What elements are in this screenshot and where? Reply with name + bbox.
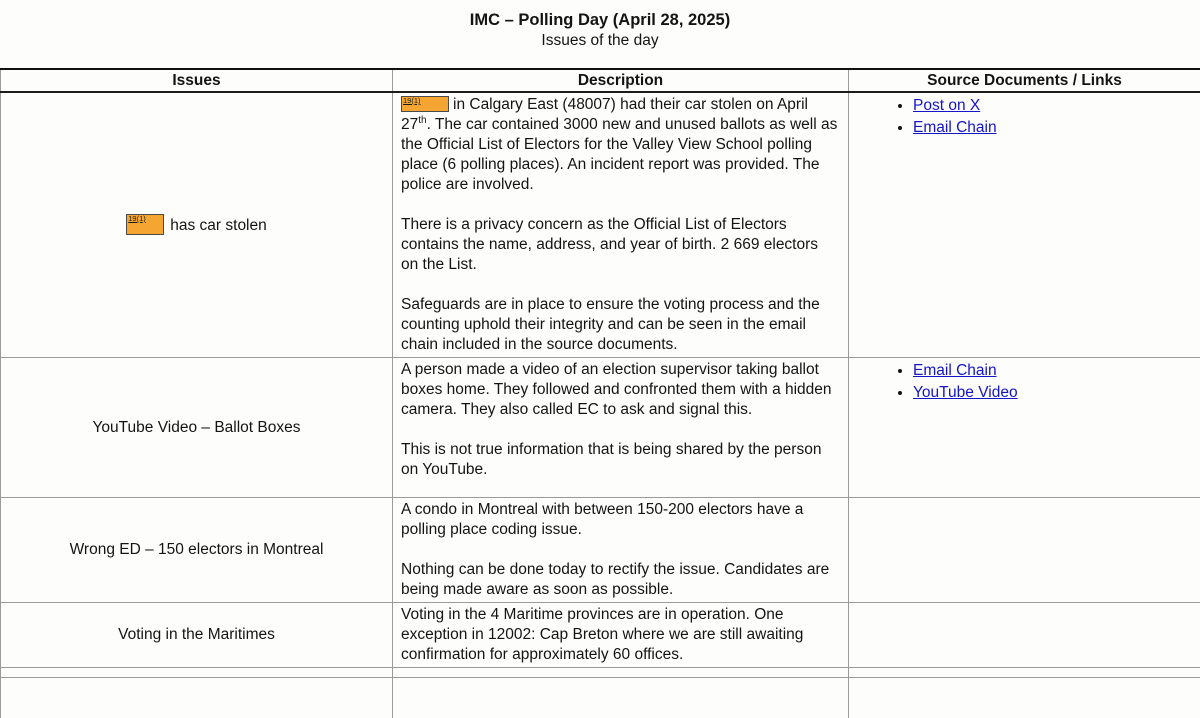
issue-cell — [1, 358, 393, 498]
description-paragraph: A condo in Montreal with between 150-200 electors have a polling place coding issue. — [401, 500, 839, 540]
description-paragraph: This is not true information that is being shared by the person on YouTube. — [401, 440, 839, 480]
description-cell — [393, 603, 849, 668]
list-item — [913, 96, 1191, 116]
table-row — [1, 358, 1200, 498]
column-header-issues: Issues — [1, 69, 393, 92]
table-row — [1, 498, 1200, 603]
redaction-box — [401, 96, 449, 112]
issue-label: YouTube Video – Ballot Boxes — [93, 419, 301, 436]
issue-cell — [1, 498, 393, 603]
source-links-list — [857, 361, 1191, 403]
description-paragraph: Voting in the 4 Maritime provinces are in operation. One exception in 12002: Cap Breton where we are still awaiting confirmation for approximately 60 offices. — [401, 605, 839, 665]
description-cell — [393, 92, 849, 358]
document-header — [0, 0, 1200, 51]
sources-cell — [849, 603, 1200, 668]
page-subtitle: Issues of the day — [0, 31, 1200, 51]
sources-cell — [849, 358, 1200, 498]
sources-cell — [849, 678, 1200, 718]
column-header-sources: Source Documents / Links — [849, 69, 1200, 92]
sources-cell — [849, 92, 1200, 358]
redaction-box — [126, 214, 164, 235]
description-paragraph — [401, 95, 839, 195]
link-email-chain[interactable]: Email Chain — [913, 119, 997, 136]
issue-cell — [1, 678, 393, 718]
column-header-description: Description — [393, 69, 849, 92]
list-item — [913, 361, 1191, 381]
date-ordinal-sup: th — [418, 115, 426, 126]
description-cell — [393, 668, 849, 678]
description-text: . The car contained 3000 new and unused ballots as well as the Official List of Electors for the Valley View School polling place (6 polling places). An incident report was provided. The police are involved. — [401, 116, 837, 193]
table-row — [1, 603, 1200, 668]
description-paragraph: Nothing can be done today to rectify the issue. Candidates are being made aware as soon as possible. — [401, 560, 839, 600]
list-item — [913, 383, 1191, 403]
issue-cell — [1, 668, 393, 678]
description-cell — [393, 358, 849, 498]
link-post-on-x[interactable]: Post on X — [913, 97, 980, 114]
table-row — [1, 678, 1200, 718]
table-header-row — [1, 69, 1200, 92]
list-item — [913, 118, 1191, 138]
issue-label: has car stolen — [170, 217, 267, 234]
issue-cell — [1, 603, 393, 668]
description-cell — [393, 678, 849, 718]
issue-label: Wrong ED – 150 electors in Montreal — [70, 541, 324, 558]
redaction-label: 19(1) — [403, 96, 421, 105]
table-row — [1, 668, 1200, 678]
sources-cell — [849, 498, 1200, 603]
description-paragraph: There is a privacy concern as the Official List of Electors contains the name, address, and year of birth. 2 669 electors on the List. — [401, 215, 839, 275]
source-links-list — [857, 96, 1191, 138]
page-title: IMC – Polling Day (April 28, 2025) — [0, 10, 1200, 31]
table-row — [1, 92, 1200, 358]
description-paragraph: A person made a video of an election supervisor taking ballot boxes home. They followed and confronted them with a hidden camera. They also called EC to ask and signal this. — [401, 360, 839, 420]
description-text: in Calgary East (48007) had their car stolen on April 27 — [401, 96, 808, 133]
description-cell — [393, 498, 849, 603]
issue-cell — [1, 92, 393, 358]
issues-table — [0, 68, 1200, 718]
link-email-chain[interactable]: Email Chain — [913, 362, 997, 379]
sources-cell — [849, 668, 1200, 678]
issue-label: Voting in the Maritimes — [118, 626, 275, 643]
link-youtube-video[interactable]: YouTube Video — [913, 384, 1018, 401]
description-paragraph: Safeguards are in place to ensure the voting process and the counting uphold their integrity and can be seen in the email chain included in the source documents. — [401, 295, 839, 355]
redaction-label: 19(1) — [128, 214, 146, 223]
